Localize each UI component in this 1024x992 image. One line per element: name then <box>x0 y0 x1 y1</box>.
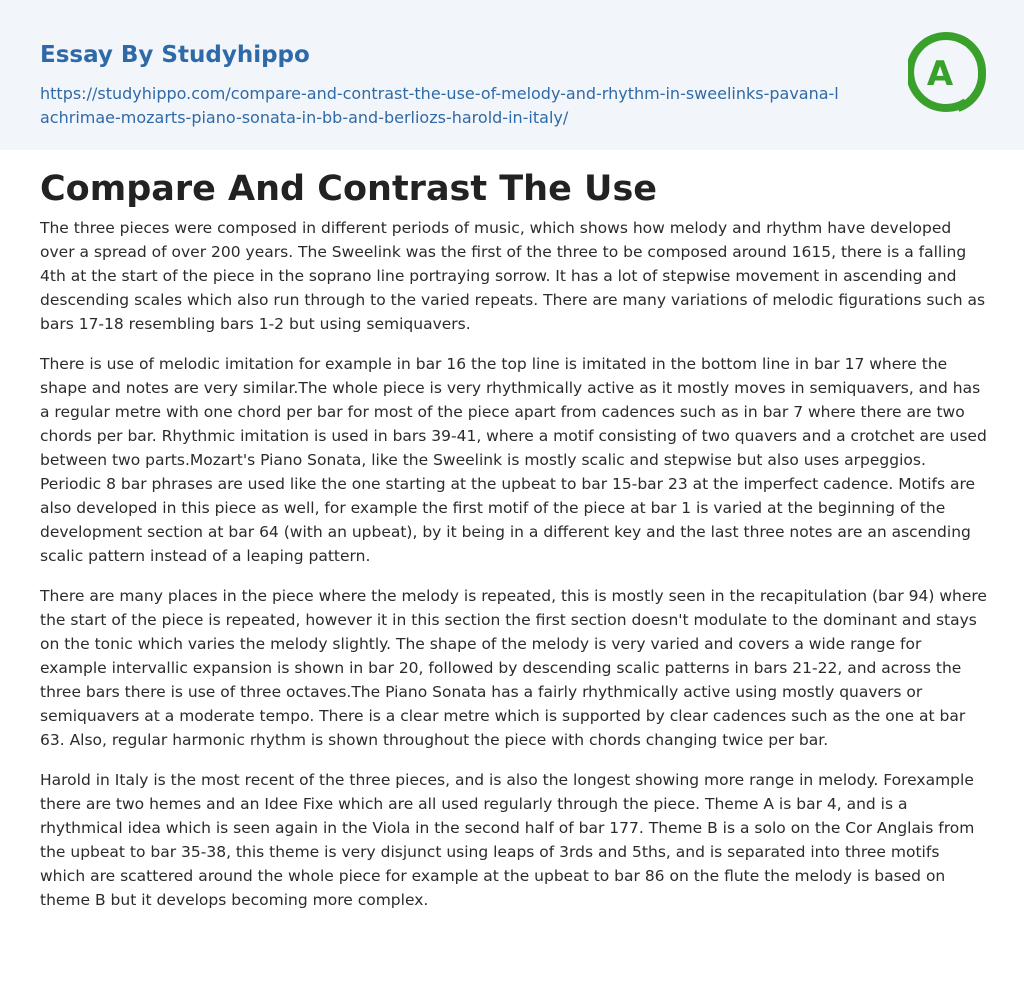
essay-body <box>40 216 988 928</box>
page-title: Compare And Contrast The Use <box>40 169 658 209</box>
essay-paragraph: There are many places in the piece where the melody is repeated, this is mostly seen in the recapitulation (bar 94) where the start of the piece is repeated, however it in this section the first section doesn't modulate to the dominant and stays on the tonic which varies the melody slightly. The shape of the melody is very varied and covers a wide range for example intervallic expansion is shown in bar 20, followed by descending scalic patterns in bars 21-22, and across the three bars there is use of three octaves.The Piano Sonata has a fairly rhythmically active using mostly quavers or semiquavers at a moderate tempo. There is a clear metre which is supported by clear cadences such as the one at bar 63. Also, regular harmonic rhythm is shown throughout the piece with chords changing twice per bar. <box>40 587 987 749</box>
logo-letter: A <box>926 54 954 94</box>
essay-paragraph: There is use of melodic imitation for example in bar 16 the top line is imitated in the bottom line in bar 17 where the shape and notes are very similar.The whole piece is very rhythmically active as it mostly moves in semiquavers, and has a regular metre with one chord per bar for most of the piece apart from cadences such as in bar 7 where there are two chords per bar. Rhythmic imitation is used in bars 39-41, where a motif consisting of two quavers and a crotchet are used between two parts.Mozart's Piano Sonata, like the Sweelink is mostly scalic and stepwise but also uses arpeggios. Periodic 8 bar phrases are used like the one starting at the upbeat to bar 15-bar 23 at the imperfect cadence. Motifs are also developed in this piece as well, for example the first motif of the piece at bar 1 is varied at the beginning of the development section at bar 64 (with an upbeat), by it being in a different key and the last three notes are an ascending scalic pattern instead of a leaping pattern. <box>40 355 987 565</box>
essay-paragraph: The three pieces were composed in different periods of music, which shows how melody and rhythm have developed over a spread of over 200 years. The Sweelink was the first of the three to be composed around 1615, there is a falling 4th at the start of the piece in the soprano line portraying sorrow. It has a lot of stepwise movement in ascending and descending scales which also run through to the varied repeats. There are many variations of melodic figurations such as bars 17-18 resembling bars 1-2 but using semiquavers. <box>40 219 986 333</box>
studyhippo-logo-icon[interactable] <box>908 28 988 116</box>
essay-paragraph: Harold in Italy is the most recent of the three pieces, and is also the longest showing more range in melody. Forexample there are two hemes and an Idee Fixe which are all used regularly through the piece. Theme A is bar 4, and is a rhythmical idea which is seen again in the Viola in the second half of bar 177. Theme B is a solo on the Cor Anglais from the upbeat to bar 35-38, this theme is very disjunct using leaps of 3rds and 5ths, and is separated into three motifs which are scattered around the whole piece for example at the upbeat to bar 86 on the flute the melody is based on theme B but it develops becoming more complex. <box>40 771 975 909</box>
site-header <box>0 0 1024 150</box>
site-brand: Essay By Studyhippo <box>40 42 310 68</box>
essay-url-link[interactable]: https://studyhippo.com/compare-and-contrast-the-use-of-melody-and-rhythm-in-sweelinks-pavana-lachrimae-mozarts-piano-sonata-in-bb-and-berliozs-harold-in-italy/ <box>40 84 839 127</box>
